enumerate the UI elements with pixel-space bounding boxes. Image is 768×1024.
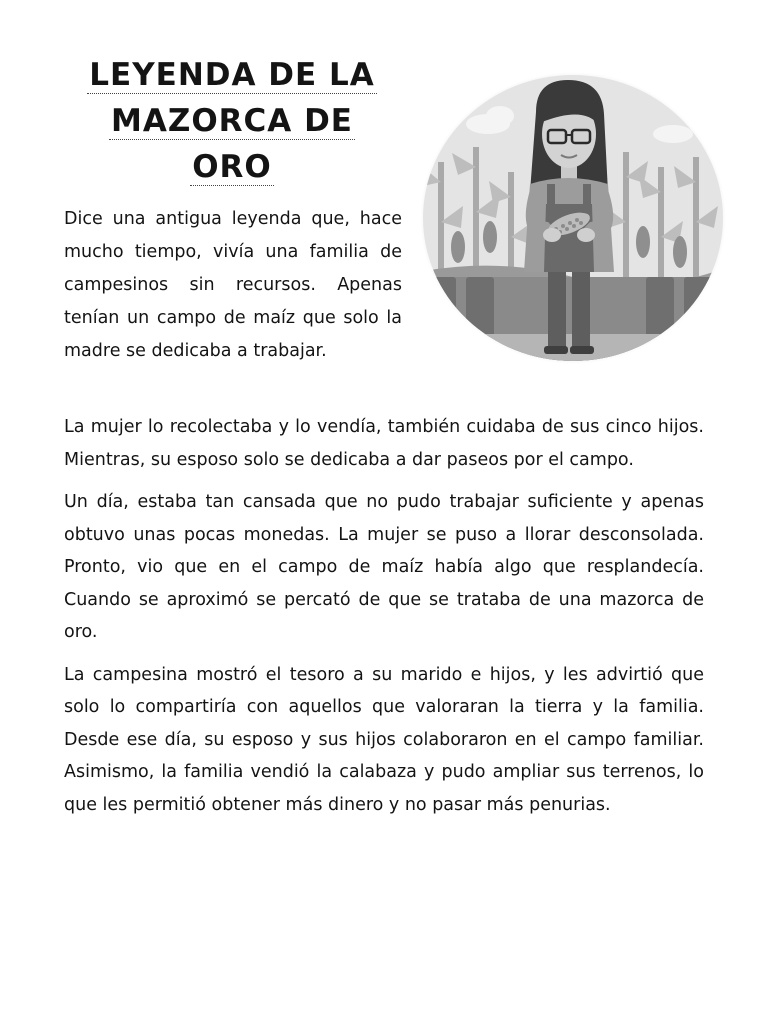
farmer-woman-with-corn-icon [418, 72, 728, 364]
story-paragraph-3: La campesina mostró el tesoro a su marido e hijos, y les advirtió que solo lo compartiría con aquellos que valoraran la tierra y la familia. Desde ese día, su esposo y sus hijos colaboraron en el campo familiar. Asimismo, la familia vendió la calabaza y pudo ampliar sus terrenos, lo que les permitió obtener más dinero y no pasar más penurias. [64, 664, 704, 815]
story-body [64, 411, 704, 831]
story-paragraph-2: Un día, estaba tan cansada que no pudo trabajar suficiente y apenas obtuvo unas pocas monedas. La mujer se puso a llorar desconsolada. Pronto, vio que en el campo de maíz había algo que resplandecía. Cuando se aproximó se percató de que se trataba de una mazorca de oro. [64, 492, 704, 642]
story-paragraph-1: La mujer lo recolectaba y lo vendía, también cuidaba de sus cinco hijos. Mientras, su esposo solo se dedicaba a dar paseos por el campo. [64, 417, 704, 470]
title-line-2: MAZORCA DE [111, 103, 353, 139]
page-title [62, 52, 402, 190]
title-line-1: LEYENDA DE LA [89, 57, 375, 93]
intro-paragraph: Dice una antigua leyenda que, hace mucho tiempo, vivía una familia de campesinos sin recursos. Apenas tenían un campo de maíz que solo la madre se dedicaba a trabajar. [64, 209, 402, 361]
title-line-3: ORO [192, 149, 272, 185]
